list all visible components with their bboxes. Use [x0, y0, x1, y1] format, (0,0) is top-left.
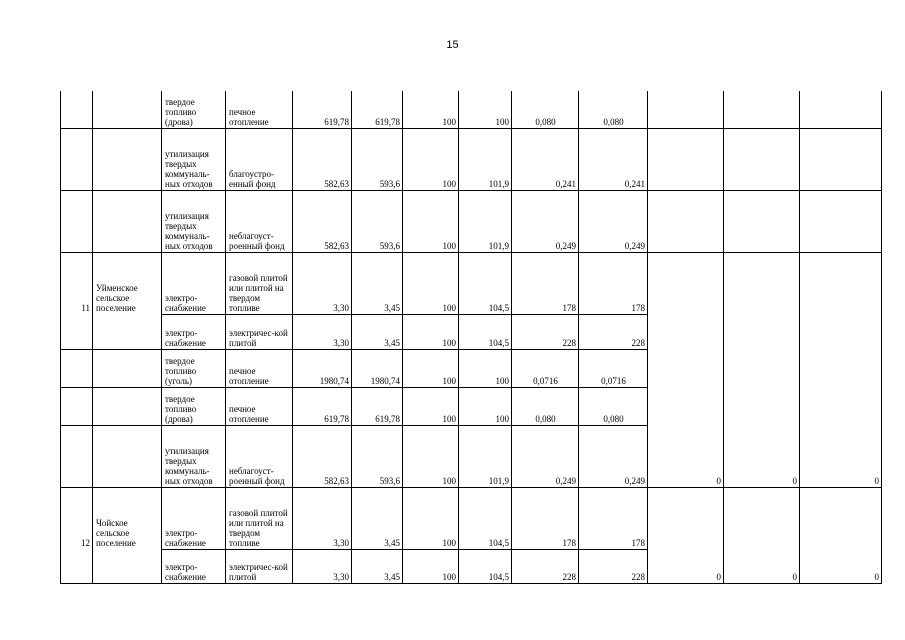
category-cell: электричес-кой плитой — [226, 314, 293, 349]
service-cell: электро-снабжение — [162, 487, 226, 549]
norm-1-cell: 228 — [512, 314, 579, 349]
percent-1-cell: 100 — [403, 487, 459, 549]
category-cell: печное отопление — [226, 387, 293, 425]
percent-2-cell: 104,5 — [459, 252, 512, 314]
blank-cell — [724, 128, 800, 190]
tariff-1-cell: 3,30 — [293, 549, 352, 583]
percent-1-cell: 100 — [403, 425, 459, 487]
percent-2-cell: 104,5 — [459, 487, 512, 549]
blank-cell — [724, 91, 800, 128]
row-number: 12 — [61, 487, 93, 549]
tariff-1-cell: 1980,74 — [293, 349, 352, 387]
service-cell: электро-снабжение — [162, 252, 226, 314]
group-total-a: 0 — [648, 252, 724, 487]
service-cell: утилизация твердых коммуналь-ных отходов — [162, 128, 226, 190]
tariff-2-cell: 619,78 — [352, 387, 403, 425]
settlement-cell — [93, 91, 162, 128]
tariff-2-cell: 593,6 — [352, 425, 403, 487]
row-number — [61, 190, 93, 252]
service-cell: электро-снабжение — [162, 549, 226, 583]
tariff-2-cell: 619,78 — [352, 91, 403, 128]
group-total-c: 0 — [800, 252, 882, 487]
norm-2-cell: 0,080 — [579, 387, 648, 425]
percent-1-cell: 100 — [403, 128, 459, 190]
service-cell: утилизация твердых коммуналь-ных отходов — [162, 425, 226, 487]
category-cell: газовой плитой или плитой на твердом топливе — [226, 487, 293, 549]
percent-1-cell: 100 — [403, 190, 459, 252]
norm-1-cell: 178 — [512, 487, 579, 549]
tariff-2-cell: 1980,74 — [352, 349, 403, 387]
page-number: 15 — [446, 39, 459, 51]
norm-1-cell: 0,249 — [512, 190, 579, 252]
norm-2-cell: 0,249 — [579, 190, 648, 252]
table-row — [61, 91, 882, 128]
norm-1-cell: 0,0716 — [512, 349, 579, 387]
tariff-1-cell: 619,78 — [293, 91, 352, 128]
tariff-1-cell: 582,63 — [293, 190, 352, 252]
norm-2-cell: 228 — [579, 549, 648, 583]
row-number — [61, 349, 93, 387]
percent-1-cell: 100 — [403, 549, 459, 583]
service-cell: твердое топливо (дрова) — [162, 387, 226, 425]
norm-2-cell: 0,080 — [579, 91, 648, 128]
category-cell: благоустро-енный фонд — [226, 128, 293, 190]
norm-2-cell: 0,0716 — [579, 349, 648, 387]
percent-2-cell: 100 — [459, 349, 512, 387]
percent-1-cell: 100 — [403, 91, 459, 128]
table-row — [61, 487, 882, 549]
service-cell: твердое топливо (уголь) — [162, 349, 226, 387]
percent-2-cell: 104,5 — [459, 314, 512, 349]
norm-2-cell: 178 — [579, 252, 648, 314]
group-total-b: 0 — [724, 252, 800, 487]
settlement-cell — [93, 387, 162, 425]
percent-2-cell: 101,9 — [459, 190, 512, 252]
service-cell: утилизация твердых коммуналь-ных отходов — [162, 190, 226, 252]
settlement-cell — [93, 128, 162, 190]
tariff-1-cell: 3,30 — [293, 314, 352, 349]
norm-2-cell: 228 — [579, 314, 648, 349]
norm-1-cell: 0,080 — [512, 387, 579, 425]
row-number — [61, 314, 93, 349]
table-row — [61, 252, 882, 314]
blank-cell — [800, 128, 882, 190]
blank-cell — [648, 190, 724, 252]
percent-2-cell: 100 — [459, 387, 512, 425]
norm-2-cell: 178 — [579, 487, 648, 549]
tariff-1-cell: 3,30 — [293, 252, 352, 314]
service-cell: электро-снабжение — [162, 314, 226, 349]
settlement-cell — [93, 314, 162, 349]
category-cell: печное отопление — [226, 349, 293, 387]
settlement-cell — [93, 425, 162, 487]
percent-2-cell: 101,9 — [459, 128, 512, 190]
category-cell: электричес-кой плитой — [226, 549, 293, 583]
service-cell: твердое топливо (дрова) — [162, 91, 226, 128]
percent-2-cell: 104,5 — [459, 549, 512, 583]
row-number — [61, 91, 93, 128]
blank-cell — [724, 190, 800, 252]
table-row — [61, 128, 882, 190]
blank-cell — [648, 91, 724, 128]
tariff-1-cell: 582,63 — [293, 425, 352, 487]
norm-1-cell: 228 — [512, 549, 579, 583]
settlement-cell — [93, 190, 162, 252]
row-number — [61, 425, 93, 487]
percent-2-cell: 100 — [459, 91, 512, 128]
settlement-cell — [93, 349, 162, 387]
blank-cell — [800, 190, 882, 252]
row-number: 11 — [61, 252, 93, 314]
group-total-b: 0 — [724, 487, 800, 583]
group-total-a: 0 — [648, 487, 724, 583]
tariff-2-cell: 3,45 — [352, 314, 403, 349]
settlement-cell: Чойское сельское поселение — [93, 487, 162, 549]
tariff-2-cell: 3,45 — [352, 487, 403, 549]
row-number — [61, 387, 93, 425]
blank-cell — [800, 91, 882, 128]
settlement-cell — [93, 549, 162, 583]
category-cell: печное отопление — [226, 91, 293, 128]
norm-1-cell: 178 — [512, 252, 579, 314]
tariff-1-cell: 3,30 — [293, 487, 352, 549]
category-cell: газовой плитой или плитой на твердом топливе — [226, 252, 293, 314]
percent-2-cell: 101,9 — [459, 425, 512, 487]
tariff-2-cell: 593,6 — [352, 190, 403, 252]
tariff-1-cell: 582,63 — [293, 128, 352, 190]
percent-1-cell: 100 — [403, 387, 459, 425]
percent-1-cell: 100 — [403, 349, 459, 387]
percent-1-cell: 100 — [403, 314, 459, 349]
category-cell: неблагоуст-роенный фонд — [226, 425, 293, 487]
settlement-cell: Уйменское сельское поселение — [93, 252, 162, 314]
category-cell: неблагоуст-роенный фонд — [226, 190, 293, 252]
tariff-2-cell: 3,45 — [352, 549, 403, 583]
norm-2-cell: 0,241 — [579, 128, 648, 190]
tariff-2-cell: 3,45 — [352, 252, 403, 314]
blank-cell — [648, 128, 724, 190]
group-total-c: 0 — [800, 487, 882, 583]
row-number — [61, 128, 93, 190]
norm-1-cell: 0,241 — [512, 128, 579, 190]
norm-2-cell: 0,249 — [579, 425, 648, 487]
tariff-2-cell: 593,6 — [352, 128, 403, 190]
percent-1-cell: 100 — [403, 252, 459, 314]
table-row — [61, 190, 882, 252]
norm-1-cell: 0,249 — [512, 425, 579, 487]
tariff-1-cell: 619,78 — [293, 387, 352, 425]
norm-1-cell: 0,080 — [512, 91, 579, 128]
row-number — [61, 549, 93, 583]
tariff-table — [60, 91, 882, 584]
